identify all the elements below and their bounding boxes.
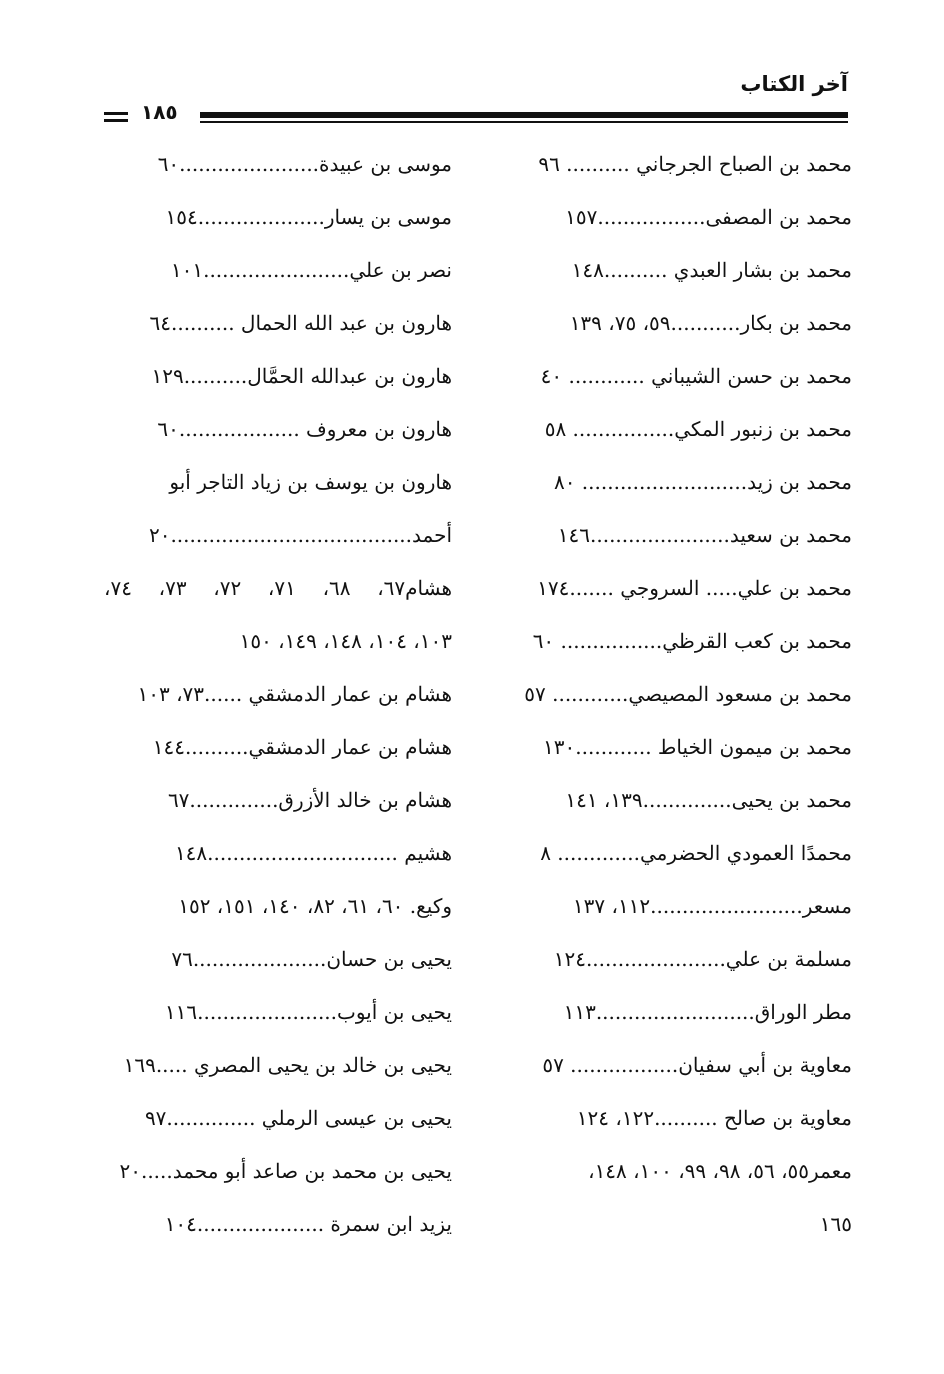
index-entry: محمد بن كعب القرظي................ ٦٠ (532, 629, 852, 653)
index-entry: محمد بن ميمون الخياط ............١٣٠ (543, 735, 852, 759)
index-entry: محمد بن الصباح الجرجاني .......... ٩٦ (538, 152, 852, 176)
page-number-rule-upper (104, 112, 128, 115)
index-entry: محمد بن زنبور المكي................ ٥٨ (544, 417, 852, 441)
index-entry: موسى بن يسار....................١٥٤ (165, 205, 452, 229)
index-entry: هشام بن عمار الدمشقي ......٧٣، ١٠٣ (137, 682, 452, 706)
index-entry: مسعر........................١١٢، ١٣٧ (572, 894, 852, 918)
page-number: ١٨٥ (141, 100, 178, 124)
index-entry: معمر٥٥، ٥٦، ٩٨، ٩٩، ١٠٠، ١٤٨، (588, 1159, 852, 1183)
index-entry: محمد بن المصفى.................١٥٧ (565, 205, 852, 229)
header-rule-thick (200, 112, 848, 118)
index-entry: وكيع. ٦٠، ٦١، ٨٢، ١٤٠، ١٥١، ١٥٢ (178, 894, 452, 918)
index-column-left (104, 138, 452, 1251)
index-entry: هارون بن عبد الله الحمال ..........٦٤ (149, 311, 452, 335)
index-entry: يحيى بن أيوب......................١١٦ (164, 1000, 452, 1024)
index-column-right (512, 138, 852, 1251)
index-entry: مطر الوراق.........................١١٣ (563, 1000, 852, 1024)
index-entry: هشام٦٧، ٦٨، ٧١، ٧٢، ٧٣، ٧٤، (104, 576, 452, 600)
index-entry: يحيى بن عيسى الرملي ..............٩٧ (144, 1106, 452, 1130)
index-entry: مسلمة بن علي......................١٢٤ (553, 947, 852, 971)
index-entry-continuation: ١٠٣، ١٠٤، ١٤٨، ١٤٩، ١٥٠ (239, 629, 452, 653)
index-entry: يحيى بن حسان.....................٧٦ (171, 947, 452, 971)
index-entry: محمد بن علي..... السروجي .......١٧٤ (537, 576, 852, 600)
index-entry: يزيد ابن سمرة ....................١٠٤ (164, 1212, 452, 1236)
index-entry: محمد بن يحيى..............١٣٩، ١٤١ (565, 788, 852, 812)
index-entry: معاوية بن صالح ..........١٢٢، ١٢٤ (576, 1106, 852, 1130)
index-entry: موسى بن عبيدة......................٦٠ (157, 152, 452, 176)
index-entry: يحيى بن خالد بن يحيى المصري .....١٦٩ (123, 1053, 452, 1077)
index-entry: محمد بن بكار...........٥٩، ٧٥، ١٣٩ (569, 311, 852, 335)
index-entry: محمد بن مسعود المصيصي............ ٥٧ (524, 682, 852, 706)
index-entry: هارون بن معروف ...................٦٠ (157, 417, 452, 441)
index-entry: يحيى بن محمد بن صاعد أبو محمد.....٢٠ (119, 1159, 452, 1183)
index-entry: معاوية بن أبي سفيان................. ٥٧ (542, 1053, 852, 1077)
index-entry: هشيم ..............................١٤٨ (174, 841, 452, 865)
page-number-rule-lower (104, 119, 128, 122)
running-title: آخر الكتاب (740, 72, 848, 96)
index-entry: محمد بن بشار العبدي ..........١٤٨ (571, 258, 852, 282)
index-entry-continuation: أحمد......................................٢٠ (148, 523, 452, 547)
index-entry: هشام بن خالد الأزرق..............٦٧ (167, 788, 452, 812)
index-entry: محمد بن زيد.......................... ٨٠ (553, 470, 852, 494)
index-entry: هارون بن عبدالله الحمَّال..........١٢٩ (151, 364, 452, 388)
index-entry: محمد بن حسن الشيباني ............ ٤٠ (540, 364, 852, 388)
index-entry: محمد بن سعيد......................١٤٦ (557, 523, 852, 547)
header-rule-thin (200, 121, 848, 123)
index-entry: هشام بن عمار الدمشقي..........١٤٤ (152, 735, 452, 759)
index-entry-continuation: ١٦٥ (819, 1212, 852, 1236)
index-entry: هارون بن يوسف بن زياد التاجر أبو (169, 470, 452, 494)
index-entry: محمدًا العمودي الحضرمي............. ٨ (540, 841, 852, 865)
index-entry: نصر بن علي.......................١٠١ (170, 258, 452, 282)
